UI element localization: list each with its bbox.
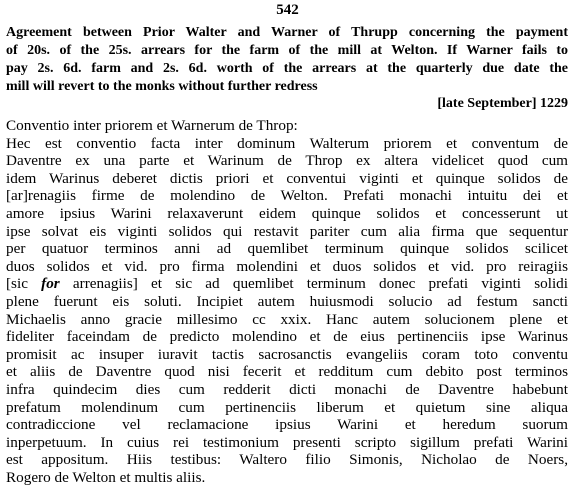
body-line: amore ipsius Warini relaxaverunt eidem quinque solidos et concesserunt ut xyxy=(6,204,568,222)
sic-emphasis: for xyxy=(41,275,60,293)
body-line: Daventre ex una parte et Warinum de Throp ex altera videlicet quod cum xyxy=(6,152,568,170)
body-line: promisit ac insuper iuravit tactis sacrosanctis evangeliis coram toto conventu xyxy=(6,345,568,363)
body-line: inperpetuum. In cuius rei testimonium presenti scripto sigillum prefati Warini xyxy=(6,433,568,451)
body-line: fideliter faceindam de predicto molendino et de eius pertinenciis ipse Warinus xyxy=(6,328,568,346)
body-line: plene fuerunt eis soluti. Incipiet autem huiusmodi solucio ad festum sancti xyxy=(6,292,568,310)
body-line: ipse solvat eis viginti solidos qui restavit pariter cum alia firma que sequentur xyxy=(6,222,568,240)
body-line: infra quindecim dies cum redderit dicti monachi de Daventre habebunt xyxy=(6,380,568,398)
body-line: [ar]renagiis firme de molendino de Welton. Prefati monachi intuitu dei et xyxy=(6,187,568,205)
body-line: Rogero de Welton et multis aliis. xyxy=(6,468,206,486)
summary-line: mill will revert to the monks without further redress xyxy=(6,79,318,94)
summary-line: of 20s. of the 25s. arrears for the farm of the mill at Welton. If Warner fails to xyxy=(6,43,568,58)
summary-line: Agreement between Prior Walter and Warner of Thrupp concerning the payment xyxy=(6,25,568,40)
document-summary xyxy=(6,24,568,96)
body-line: prefatum molendinum cum pertinenciis liberum et quietum sine aliqua xyxy=(6,398,568,416)
document-date: [late September] 1229 xyxy=(437,96,568,111)
body-line: contradiccione vel reclamacione ipsius Warini et heredum suorum xyxy=(6,416,568,434)
summary-line: pay 2s. 6d. farm and 2s. 6d. worth of the arrears at the quarterly due date the xyxy=(6,61,568,76)
body-line: est appositum. Hiis testibus: Waltero filio Simonis, Nicholao de Noers, xyxy=(6,451,568,469)
body-line: et aliis de Daventre quod nisi fecerit et redditum cum debito post terminos xyxy=(6,363,568,381)
document-heading: Conventio inter priorem et Warnerum de Throp: xyxy=(6,117,298,134)
body-line: per quatuor terminos anni ad quemlibet terminum quinque solidos scilicet xyxy=(6,240,568,258)
document-body xyxy=(6,135,568,487)
body-line: Hec est conventio facta inter dominum Walterum priorem et conventum de xyxy=(6,134,568,152)
sic-before: [sic xyxy=(6,275,42,293)
document-number: 542 xyxy=(276,2,299,18)
sic-after: arrenagiis] et sic ad quemlibet terminum donec prefati viginti solidi xyxy=(59,275,568,293)
body-line: duos solidos et vid. pro firma molendini et duos solidos et vid. pro reiragiis xyxy=(6,257,568,275)
body-line-sic xyxy=(6,275,568,293)
body-line: Michaelis anno gracie millesimo cc xxix. Hanc autem solucionem plene et xyxy=(6,310,568,328)
body-line: idem Warinus deberet dictis priori et conventui viginti et quinque solidos de xyxy=(6,169,568,187)
